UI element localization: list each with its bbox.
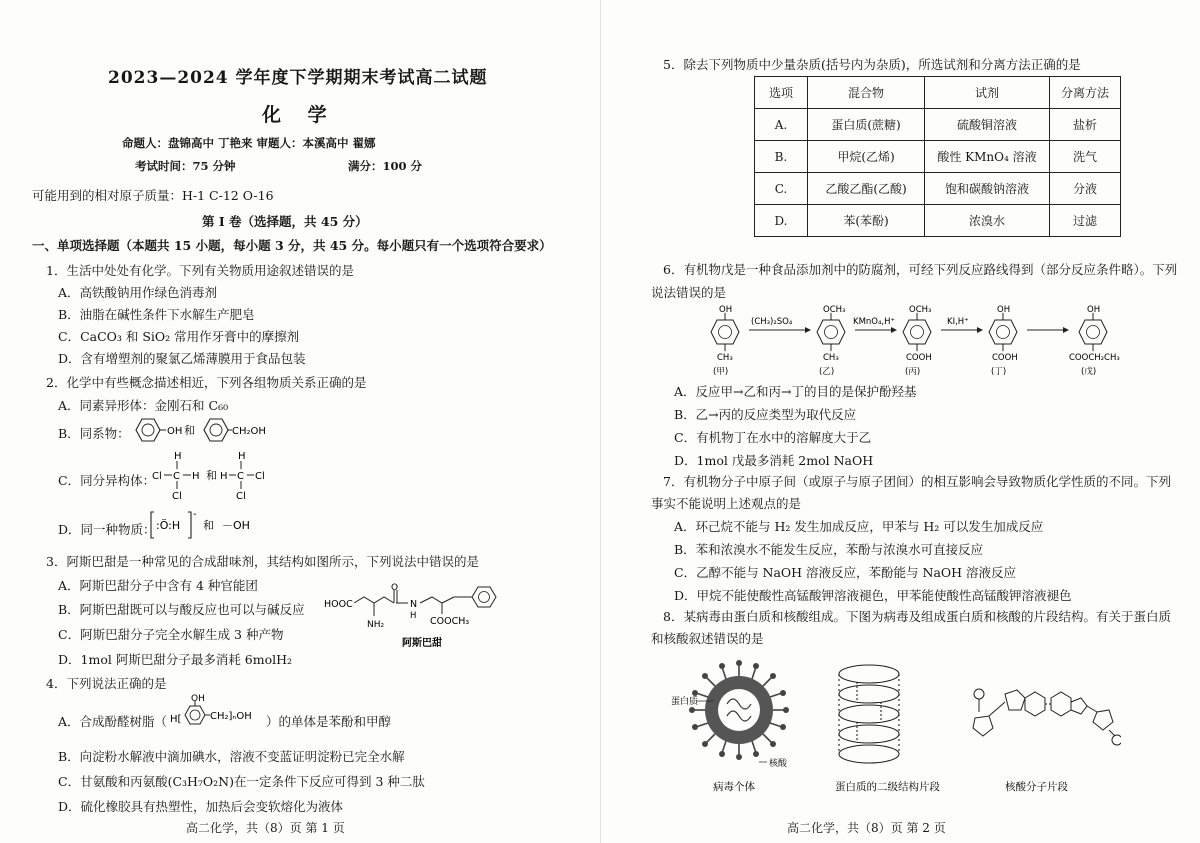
question-4-option-a-prefix: A．合成酚醛树脂（ <box>58 714 168 729</box>
arrowhead-4 <box>1063 327 1069 333</box>
question-8-stem-line-1: 8．某病毒由蛋白质和核酸组成。下图为病毒及组成蛋白质和核酸的片段结构。有关于蛋白质 <box>663 609 1171 624</box>
table-cell: 浓溴水 <box>925 205 1050 237</box>
nucleic-caption: 核酸分子片段 <box>1005 781 1068 793</box>
compound-label-yi: (乙) <box>819 367 835 376</box>
amide-h: H <box>410 611 417 621</box>
page-footer-2: 高二化学，共（8）页 第 2 页 <box>787 821 946 835</box>
resin-bracket: H[ <box>170 714 182 725</box>
cooh-label: COOH <box>992 353 1018 363</box>
aspartame-caption: 阿斯巴甜 <box>402 638 442 649</box>
c-atom: C <box>237 471 244 482</box>
benzene-ring <box>711 320 739 344</box>
och3-label: OCH₃ <box>823 305 846 315</box>
benzene-ring <box>185 706 205 724</box>
c-atom: C <box>173 471 180 482</box>
table-cell: 乙酸乙酯(乙酸) <box>808 173 925 205</box>
bracket-right <box>188 512 191 538</box>
benzene-ring <box>472 587 496 607</box>
compound-label-bing: (丙) <box>905 367 921 376</box>
table-cell: 洗气 <box>1050 141 1121 173</box>
and-text-1: 和 <box>184 424 195 437</box>
question-6-option-b: B．乙→丙的反应类型为取代反应 <box>674 407 857 422</box>
och3-label: OCH₃ <box>909 305 932 315</box>
aspartame-structure <box>322 582 532 650</box>
benzene-ring-1 <box>136 419 160 441</box>
question-7-stem-line-2: 事实不能说明上述观点的是 <box>651 496 802 511</box>
cl-atom: Cl <box>172 491 182 502</box>
question-4-option-b: B．向淀粉水解液中滴加碘水，溶液不变蓝证明淀粉已完全水解 <box>58 749 405 764</box>
compound-ding <box>989 305 1018 376</box>
question-2-option-a: A．同素异形体：金刚石和 C₆₀ <box>58 398 229 413</box>
aromatic-circle-2 <box>210 424 222 436</box>
reagent-1: (CH₃)₂SO₄ <box>751 317 793 327</box>
virus-core <box>718 689 760 731</box>
hooc-label: HOOC <box>324 599 353 610</box>
protein-caption: 蛋白质的二级结构片段 <box>835 781 940 793</box>
compound-label-ding: (丁) <box>991 367 1007 376</box>
arrowhead-1 <box>805 327 811 333</box>
amide-n: N <box>410 599 418 610</box>
question-5-table <box>754 76 1121 237</box>
and-text-3: 和 <box>203 519 214 532</box>
resin-oh: OH <box>191 694 205 704</box>
table-cell: 硫酸铜溶液 <box>925 109 1050 141</box>
h-atom: H <box>192 471 200 482</box>
question-6-option-d: D．1mol 戊最多消耗 2mol NaOH <box>674 453 874 468</box>
arrowhead-2 <box>891 327 897 333</box>
compound-label-wu: (戊) <box>1081 367 1097 376</box>
question-1-option-a: A．高铁酸钠用作绿色消毒剂 <box>58 285 218 300</box>
question-1-option-c: C．CaCO₃ 和 SiO₂ 常用作牙膏中的摩擦剂 <box>58 329 300 344</box>
question-6-option-a: A．反应甲→乙和丙→丁的目的是保护酚羟基 <box>674 384 917 399</box>
bracket-left <box>151 512 154 538</box>
subject-title: 化 学 <box>262 104 337 126</box>
compound-label-jia: (甲) <box>713 367 729 376</box>
table-header-cell: 选项 <box>755 77 808 109</box>
table-header-cell: 分离方法 <box>1050 77 1121 109</box>
compound-bing <box>903 305 932 376</box>
ch3-label: CH₃ <box>717 353 733 363</box>
full-score: 满分：100 分 <box>348 159 423 173</box>
atomic-mass-line: 可能用到的相对原子质量：H-1 C-12 O-16 <box>32 188 274 203</box>
question-7-stem-line-1: 7．有机物分子中原子间（或原子与原子团间）的相互影响会导致物质化学性质的不同。下列 <box>663 474 1171 489</box>
table-cell: B. <box>755 141 808 173</box>
and-text-2: 和 <box>206 469 217 482</box>
question-3-option-b: B．阿斯巴甜既可以与酸反应也可以与碱反应 <box>58 602 305 617</box>
question-1-stem: 1．生活中处处有化学。下列有关物质用途叙述错误的是 <box>46 263 354 278</box>
reaction-route-scheme <box>701 300 1141 376</box>
aromatic-circle <box>190 710 200 720</box>
question-6-stem-line-1: 6．有机物戊是一种食品添加剂中的防腐剂，可经下列反应路线得到（部分反应条件略）。下列 <box>663 262 1178 277</box>
table-header-row <box>755 77 1121 109</box>
question-8-stem-line-2: 和核酸叙述错误的是 <box>651 631 764 646</box>
question-6-option-c: C．有机物丁在水中的溶解度大于乙 <box>674 430 872 445</box>
question-4-stem: 4．下列说法正确的是 <box>46 676 167 691</box>
question-7-option-c: C．乙醇不能与 NaOH 溶液反应，苯酚能与 NaOH 溶液反应 <box>674 565 1017 580</box>
table-cell: 过滤 <box>1050 205 1121 237</box>
table-cell: 苯(苯酚) <box>808 205 925 237</box>
question-7-option-d: D．甲烷不能使酸性高锰酸钾溶液褪色，甲苯能使酸性高锰酸钾溶液褪色 <box>674 588 1072 603</box>
table-header-cell: 混合物 <box>808 77 925 109</box>
virus-protein-nucleic-figure <box>671 652 1121 796</box>
benzene-ring <box>817 320 845 344</box>
question-7-option-a: A．环己烷不能与 H₂ 发生加成反应，甲苯与 H₂ 可以发生加成反应 <box>674 519 1044 534</box>
question-1-option-d: D．含有增塑剂的聚氯乙烯薄膜用于食品包装 <box>58 351 306 366</box>
table-cell: 酸性 KMnO₄ 溶液 <box>925 141 1050 173</box>
table-row <box>755 205 1121 237</box>
aspartame-chain-2 <box>420 597 454 603</box>
cl-atom: Cl <box>255 471 265 482</box>
ester-label: COOCH₃ <box>430 616 470 627</box>
oh-label: OH <box>719 305 733 315</box>
question-4-option-a-suffix: ）的单体是苯酚和甲醇 <box>266 714 392 729</box>
hydroxide-ion: :Ö:H <box>156 519 181 532</box>
benzene-ring <box>1079 320 1107 344</box>
nucleic-fragment <box>973 689 1121 745</box>
compound-wu <box>1069 305 1120 376</box>
question-3-option-d: D．1mol 阿斯巴甜分子最多消耗 6molH₂ <box>58 652 293 667</box>
aspartame-chain-1 <box>354 597 394 603</box>
exam-title: 2023—2024 学年度下学期期末考试高二试题 <box>108 68 488 88</box>
cl-atom: Cl <box>152 471 162 482</box>
exam-time: 考试时间：75 分钟 <box>135 159 236 173</box>
question-4-option-c: C．甘氨酸和丙氨酸(C₃H₇O₂N)在一定条件下反应可得到 3 种二肽 <box>58 774 425 789</box>
question-6-stem-line-2: 说法错误的是 <box>651 285 727 300</box>
question-5-stem: 5．除去下列物质中少量杂质(括号内为杂质)，所选试剂和分离方法正确的是 <box>663 57 1081 72</box>
part-title: 第 Ⅰ 卷（选择题，共 45 分） <box>202 214 368 229</box>
question-4-option-d: D．硫化橡胶具有热塑性，加热后会变软熔化为液体 <box>58 799 344 814</box>
aromatic-circle-1 <box>142 424 154 436</box>
ch3-label: CH₃ <box>823 353 839 363</box>
question-3-stem: 3．阿斯巴甜是一种常见的合成甜味剂，其结构如图所示，下列说法中错误的是 <box>46 554 479 569</box>
table-cell: 盐析 <box>1050 109 1121 141</box>
virus-illustration <box>689 660 789 760</box>
hydroxyl-label: OH <box>167 426 183 437</box>
h-atom: H <box>220 471 228 482</box>
question-3-option-c: C．阿斯巴甜分子完全水解生成 3 种产物 <box>58 627 284 642</box>
question-2-option-c: C．同分异构体： <box>58 473 156 488</box>
section-heading: 一、单项选择题（本题共 15 小题，每小题 3 分，共 45 分。每小题只有一个选项符合要求） <box>32 238 552 253</box>
benzene-ring <box>989 320 1017 344</box>
compound-yi <box>817 305 845 376</box>
table-row <box>755 141 1121 173</box>
aromatic-circle <box>997 326 1010 339</box>
table-cell: 饱和碳酸钠溶液 <box>925 173 1050 205</box>
cooh-label: COOH <box>906 353 932 363</box>
question-1-option-b: B．油脂在碱性条件下水解生产肥皂 <box>58 307 255 322</box>
h-atom: H <box>174 451 182 462</box>
phenolic-resin-structure <box>170 692 270 732</box>
cl-atom: Cl <box>236 491 246 502</box>
table-cell: C. <box>755 173 808 205</box>
resin-ch2: CH₂]ₙOH <box>210 711 252 722</box>
aromatic-circle <box>1087 326 1100 339</box>
protein-label: 蛋白质 <box>671 697 699 707</box>
benzene-ring-2 <box>204 419 228 441</box>
exam-page-2 <box>600 0 1200 843</box>
aromatic-circle <box>825 326 838 339</box>
question-2-stem: 2．化学中有些概念描述相近，下列各组物质关系正确的是 <box>46 375 367 390</box>
dichloromethane-structures <box>150 448 280 502</box>
table-row <box>755 173 1121 205</box>
ch2oh-label: CH₂OH <box>232 426 266 437</box>
arrowhead-3 <box>977 327 983 333</box>
oh-label: OH <box>1087 305 1101 315</box>
reagent-3: KI,H⁺ <box>947 317 969 327</box>
table-cell: A. <box>755 109 808 141</box>
oh-label: OH <box>997 305 1011 315</box>
question-7-option-b: B．苯和浓溴水不能发生反应，苯酚与浓溴水可直接反应 <box>674 542 984 557</box>
compound-jia <box>711 305 739 376</box>
aromatic-circle <box>479 592 490 603</box>
question-2-option-d: D．同一种物质： <box>58 522 156 537</box>
table-header-cell: 试剂 <box>925 77 1050 109</box>
ester-label: COOCH₂CH₃ <box>1069 353 1120 363</box>
table-cell: 分液 <box>1050 173 1121 205</box>
authors-line: 命题人：盘锦高中 丁艳来 审题人：本溪高中 翟娜 <box>122 136 376 150</box>
protein-helix <box>839 665 899 763</box>
virus-caption: 病毒个体 <box>713 781 755 793</box>
table-cell: 甲烷(乙烯) <box>808 141 925 173</box>
table-row <box>755 109 1121 141</box>
table-cell: D. <box>755 205 808 237</box>
benzene-ring <box>903 320 931 344</box>
table-cell: 蛋白质(蔗糖) <box>808 109 925 141</box>
aromatic-circle <box>911 326 924 339</box>
page-footer-1: 高二化学，共（8）页 第 1 页 <box>186 821 345 835</box>
phenol-benzyl-alcohol-structures <box>128 414 288 446</box>
question-2-option-b: B．同系物： <box>58 426 130 441</box>
nh2-label: NH₂ <box>367 620 385 630</box>
nucleic-label: 核酸 <box>769 759 788 769</box>
ion-charge: - <box>193 509 197 520</box>
carbonyl-o: O <box>391 583 399 593</box>
reagent-2: KMnO₄,H⁺ <box>853 317 895 327</box>
aromatic-circle <box>719 326 732 339</box>
h-atom: H <box>238 451 246 462</box>
question-3-option-a: A．阿斯巴甜分子中含有 4 种官能团 <box>58 578 258 593</box>
hydroxide-structures <box>150 508 270 542</box>
hydroxyl-group: －OH <box>222 519 250 532</box>
